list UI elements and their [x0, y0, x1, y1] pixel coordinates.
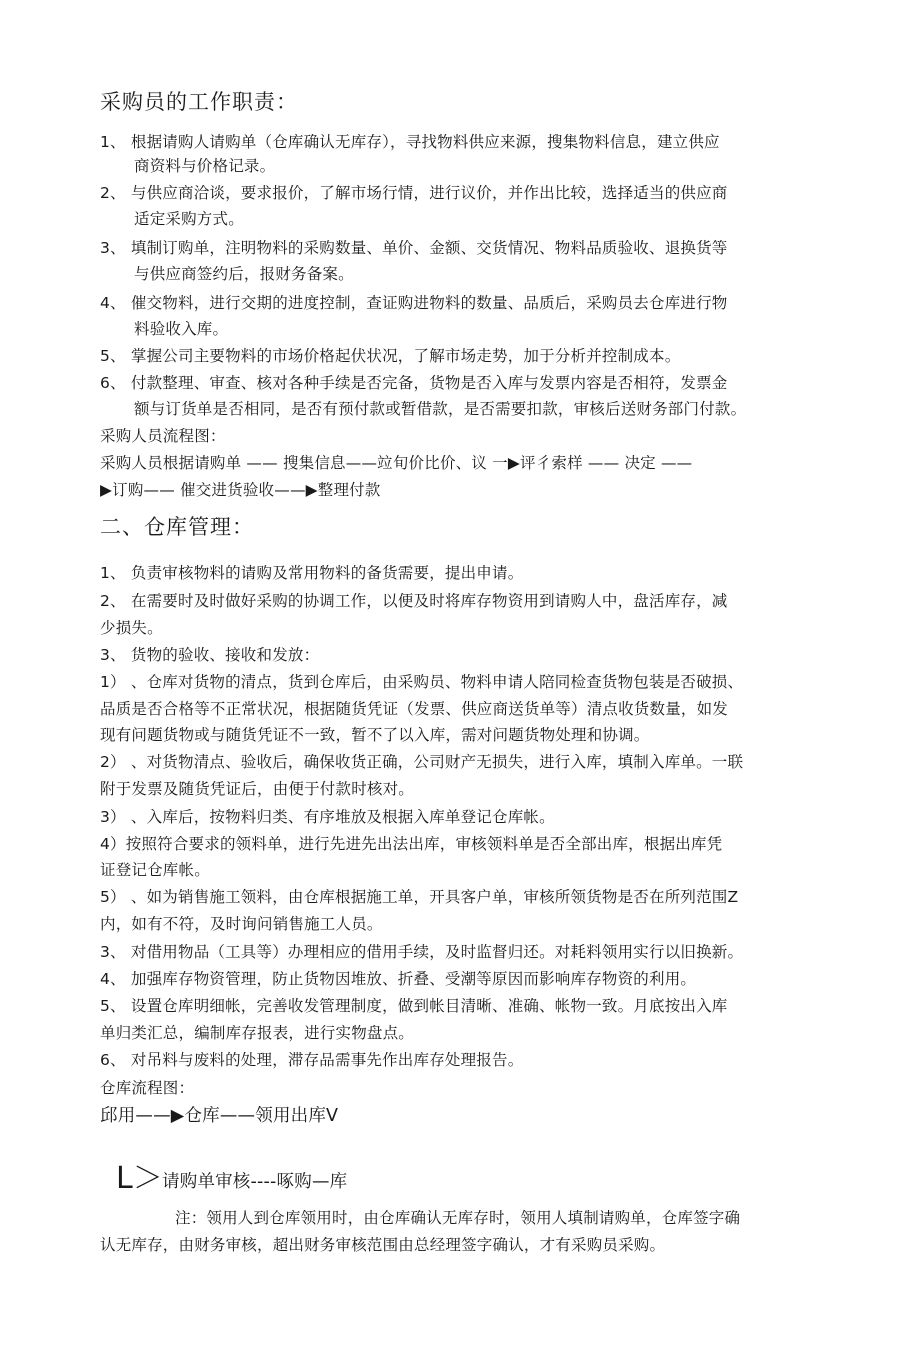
s1-item5-line1: 5、 掌握公司主要物料的市场价格起伏状况，了解市场走势，加于分析并控制成本。: [100, 347, 681, 365]
s2-line: 2、 在需要时及时做好采购的协调工作，以便及时将库存物资用到请购人中，盘活库存，减: [100, 592, 728, 610]
s2-line: 少损失。: [100, 619, 163, 637]
s2-line: 品质是否合格等不正常状况，根据随货凭证（发票、供应商送货单等）清点收货数量，如发: [100, 700, 729, 718]
s2-line: 内，如有不符，及时询问销售施工人员。: [100, 915, 383, 933]
s1-flow-label: 采购人员流程图：: [100, 427, 226, 445]
s2-flow-label: 仓库流程图：: [100, 1079, 195, 1097]
section2-title: 二、仓库管理：: [100, 515, 254, 539]
s1-item1-line1: 1、 根据请购人请购单（仓库确认无库存），寻找物料供应来源，搜集物料信息，建立供应: [100, 133, 720, 151]
s2-line: 3、 对借用物品（工具等）办理相应的借用手续，及时监督归还。对耗料领用实行以旧换新。: [100, 943, 744, 961]
s2-line: 5、 设置仓库明细帐，完善收发管理制度，做到帐目清晰、准确、帐物一致。月底按出入库: [100, 997, 728, 1015]
s1-flow-line1: 采购人员根据请购单 —— 搜集信息——竝旬价比价、议 一▶评彳索样 —— 决定 ——: [100, 454, 693, 472]
s2-flow-line1: 邱用——▶仓库——领用出库V: [100, 1106, 339, 1126]
s1-item4-line2: 料验收入库。: [134, 320, 229, 338]
s1-item3-line2: 与供应商签约后，报财务备案。: [134, 265, 354, 283]
s2-line: 3） 、入库后，按物料归类、有序堆放及根据入库单登记仓库帐。: [100, 808, 555, 826]
s2-line: 证登记仓库帐。: [100, 861, 210, 879]
s2-line: 2） 、对货物清点、验收后，确保收货正确，公司财产无损失，进行入库，填制入库单。一联: [100, 753, 744, 771]
s2-flow-symbol: L＞: [116, 1161, 164, 1196]
s1-item3-line1: 3、 填制订购单，注明物料的采购数量、单价、金额、交货情况、物料品质验收、退换货等: [100, 239, 728, 257]
s2-line: 4、 加强库存物资管理，防止货物因堆放、折叠、受潮等原因而影响库存物资的利用。: [100, 970, 697, 988]
s2-note-line1: 注：领用人到仓库领用时，由仓库确认无库存时，领用人填制请购单，仓库签字确: [175, 1209, 741, 1227]
s1-item1-line2: 商资料与价格记录。: [134, 157, 276, 175]
s1-item6-line2: 额与订货单是否相同，是否有预付款或暂借款，是否需要扣款，审核后送财务部门付款。: [134, 400, 747, 418]
s2-line: 1、 负责审核物料的请购及常用物料的备货需要，提出申请。: [100, 564, 524, 582]
s2-line: 5） 、如为销售施工领料，由仓库根据施工单，开具客户单，审核所领货物是否在所列范围Z: [100, 888, 739, 906]
s1-flow-line2: ▶订购—— 催交进货验收——▶整理付款: [100, 481, 381, 499]
s2-note-line2: 认无库存，由财务审核，超出财务审核范围由总经理签字确认，才有采购员采购。: [100, 1236, 666, 1254]
s1-item6-line1: 6、 付款整理、审查、核对各种手续是否完备，货物是否入库与发票内容是否相符，发票金: [100, 374, 728, 392]
section1-title: 采购员的工作职责：: [100, 90, 298, 114]
s2-line: 6、 对吊料与废料的处理，滞存品需事先作出库存处理报告。: [100, 1051, 524, 1069]
s2-line: 附于发票及随货凭证后，由便于付款时核对。: [100, 780, 415, 798]
s1-item2-line2: 适定采购方式。: [134, 210, 244, 228]
s2-flow-line2: 请购单审核----啄购—库: [162, 1172, 348, 1192]
s2-line: 现有问题货物或与随货凭证不一致，暂不了以入库，需对问题货物处理和协调。: [100, 726, 650, 744]
s1-item2-line1: 2、 与供应商洽谈，要求报价，了解市场行情，进行议价，并作出比较，选择适当的供应商: [100, 184, 728, 202]
s2-line: 1） 、仓库对货物的清点，货到仓库后，由采购员、物料申请人陪同检查货物包装是否破损、: [100, 673, 744, 691]
s2-line: 3、 货物的验收、接收和发放：: [100, 646, 320, 664]
s2-line: 4）按照符合要求的领料单，进行先进先出法出库，审核领料单是否全部出库，根据出库凭: [100, 835, 723, 853]
s1-item4-line1: 4、 催交物料，进行交期的进度控制，查证购进物料的数量、品质后，采购员去仓库进行物: [100, 294, 728, 312]
s2-line: 单归类汇总，编制库存报表，进行实物盘点。: [100, 1024, 415, 1042]
